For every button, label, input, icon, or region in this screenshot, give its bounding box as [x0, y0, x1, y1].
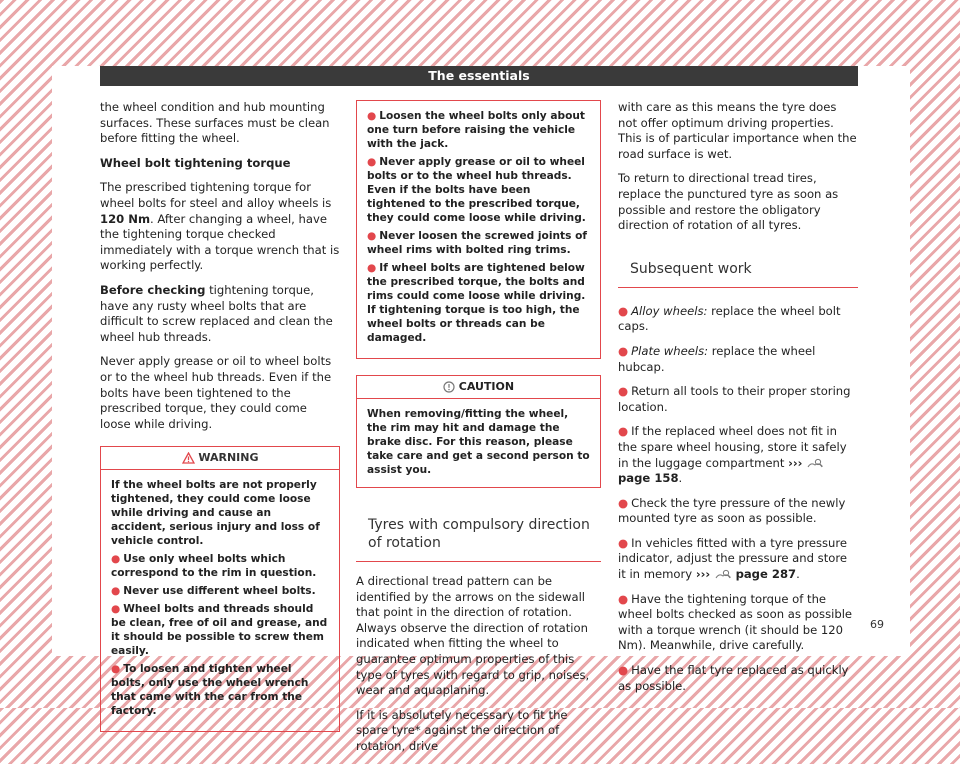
- column-3: [618, 100, 858, 703]
- page-reference-link[interactable]: page 287: [735, 567, 797, 582]
- list-item: [618, 304, 858, 335]
- bullet-icon: ●: [367, 110, 377, 122]
- torque-value: 120 Nm: [100, 211, 151, 226]
- caution-circle-icon: [443, 380, 455, 393]
- list-item: [618, 384, 858, 415]
- list-item: [618, 592, 858, 654]
- column-2: [356, 100, 601, 764]
- bullet-icon: ●: [618, 495, 629, 510]
- reference-arrows: ›››: [695, 567, 711, 582]
- list-item-text: Never use different wheel bolts.: [123, 585, 316, 598]
- page-header: The essentials: [100, 66, 858, 86]
- caution-box: [356, 375, 601, 488]
- paragraph: the wheel condition and hub mounting surfaces. These surfaces must be clean before fitting the wheel.: [100, 100, 330, 146]
- section-heading-directional-tyres: Tyres with compulsory direction of rotation: [356, 516, 601, 562]
- lead-bold: Before checking: [100, 282, 206, 297]
- list-item-text: Have the tightening torque of the wheel bolts checked as soon as possible with a torque wrench (it should be 120 Nm). Meanwhile, drive carefully.: [618, 591, 853, 653]
- list-item-text: If wheel bolts are tightened below the prescribed torque, the bolts and rims could come loose while driving. If tightening torque is too high, the wheel bolts or threads can be damaged.: [367, 262, 586, 344]
- list-item: [111, 602, 329, 658]
- bullet-icon: ●: [618, 591, 629, 606]
- warning-title: WARNING: [198, 451, 259, 465]
- page-number: 69: [870, 618, 884, 631]
- list-item: [111, 552, 329, 580]
- paragraph: A directional tread pattern can be identified by the arrows on the sidewall that point in the direction of rotation. Always observe the direction of rotation indicated when fitting the wheel to guarantee optimum properties of this type of tyres with regard to grip, noises, wear and aquaplaning.: [356, 574, 590, 698]
- list-item: [618, 344, 858, 375]
- warning-intro: If the wheel bolts are not properly tightened, they could come loose while driving and cause an accident, serious injury and loss of vehicle control.: [111, 479, 320, 548]
- list-item-text: Check the tyre pressure of the newly mounted tyre as soon as possible.: [618, 495, 846, 526]
- paragraph: Never apply grease or oil to wheel bolts or to the wheel hub threads. Even if the bolts have been tightened to the prescribed torque, they could come loose while driving.: [100, 354, 332, 431]
- paragraph-torque: [100, 180, 340, 274]
- section-heading-subsequent-work: Subsequent work: [618, 260, 858, 288]
- warning-box-continued: [356, 100, 601, 359]
- list-item-text: To loosen and tighten wheel bolts, only use the wheel wrench that came with the car from the factory.: [111, 663, 309, 718]
- warning-body-continued: [357, 101, 600, 358]
- page-reference-link[interactable]: page 158: [618, 471, 679, 486]
- paragraph: If it is absolutely necessary to fit the spare tyre* against the direction of rotation, drive: [356, 707, 568, 753]
- bullet-icon: ●: [618, 663, 629, 678]
- bullet-icon: ●: [618, 424, 629, 439]
- list-item: [367, 109, 590, 151]
- paragraph: To return to directional tread tires, replace the punctured tyre as soon as possible and restore the obligatory direction of rotation of all tyres.: [618, 171, 839, 233]
- warning-header: [101, 447, 339, 470]
- list-item-text: Loosen the wheel bolts only about one turn before raising the vehicle with the jack.: [367, 110, 585, 150]
- list-item-text: Use only wheel bolts which correspond to the rim in question.: [111, 553, 317, 580]
- list-item-lead: Plate wheels:: [631, 343, 709, 358]
- bullet-icon: ●: [367, 262, 377, 274]
- warning-body: [101, 470, 339, 731]
- caution-header: [357, 376, 600, 399]
- list-item: [367, 155, 590, 225]
- bullet-icon: ●: [111, 603, 121, 616]
- bullet-icon: ●: [618, 535, 629, 550]
- list-item: [367, 229, 590, 257]
- subheading-torque: Wheel bolt tightening torque: [100, 155, 291, 170]
- text: The prescribed tightening torque for wheel bolts for steel and alloy wheels is: [100, 180, 332, 210]
- bullet-icon: ●: [111, 553, 121, 566]
- list-item: ● In vehicles fitted with a tyre pressure indicator, adjust the pressure and store it in memory ››› page 287.: [618, 535, 848, 582]
- list-item: [618, 663, 858, 694]
- column-1: [100, 100, 340, 732]
- caution-body: When removing/fitting the wheel, the rim may hit and damage the brake disc. For this reason, please take care and get a second person to assist you.: [367, 408, 590, 476]
- list-item: [111, 584, 329, 598]
- book-icon: [806, 456, 824, 470]
- bullet-icon: ●: [618, 343, 629, 358]
- list-item-text: Wheel bolts and threads should be clean, free of oil and grease, and it should be possible to screw them easily.: [111, 603, 328, 658]
- bullet-icon: ●: [111, 663, 121, 676]
- list-item-text: Have the flat tyre replaced as quickly as possible.: [618, 663, 849, 693]
- bullet-icon: ●: [111, 585, 121, 598]
- list-item: [618, 496, 858, 527]
- bullet-icon: ●: [618, 384, 629, 399]
- paragraph: with care as this means the tyre does not offer optimum driving properties. This is of particular importance when the road surface is wet.: [618, 100, 857, 161]
- list-item-text: Return all tools to their proper storing location.: [618, 384, 851, 414]
- list-item-lead: Alloy wheels:: [631, 303, 708, 318]
- list-item-text: replace the wheel hubcap.: [618, 343, 816, 374]
- list-item-text: In vehicles fitted with a tyre pressure indicator, adjust the pressure and store it in memory: [618, 535, 848, 582]
- book-icon: [714, 567, 732, 581]
- list-item-text: Never loosen the screwed joints of wheel rims with bolted ring trims.: [367, 230, 587, 256]
- list-item: [367, 261, 590, 345]
- bullet-icon: ●: [618, 303, 629, 318]
- text: . After changing a wheel, have the tightening torque checked immediately with a torque wrench that is working perfectly.: [100, 211, 340, 273]
- list-item-text: replace the wheel bolt caps.: [618, 303, 841, 334]
- bullet-icon: ●: [367, 230, 377, 242]
- list-item-text: Never apply grease or oil to wheel bolts or to the wheel hub threads. Even if the bolts have been tightened to the prescribed torque, they could come loose while driving.: [367, 156, 586, 224]
- warning-triangle-icon: [182, 451, 195, 464]
- bullet-icon: ●: [367, 156, 377, 168]
- paragraph-before-checking: [100, 283, 340, 345]
- list-item-text: If the replaced wheel does not fit in the spare wheel housing, store it safely in the luggage compartment: [618, 424, 847, 470]
- reference-arrows: ›››: [788, 455, 803, 470]
- list-item: [111, 662, 329, 718]
- text: tightening torque, have any rusty wheel bolts that are difficult to screw replaced and clean the wheel hub threads.: [100, 282, 333, 344]
- warning-box: [100, 446, 340, 732]
- caution-title: CAUTION: [458, 380, 515, 393]
- list-item: ● If the replaced wheel does not fit in the spare wheel housing, store it safely in the luggage compartment ››› page 158.: [618, 424, 847, 486]
